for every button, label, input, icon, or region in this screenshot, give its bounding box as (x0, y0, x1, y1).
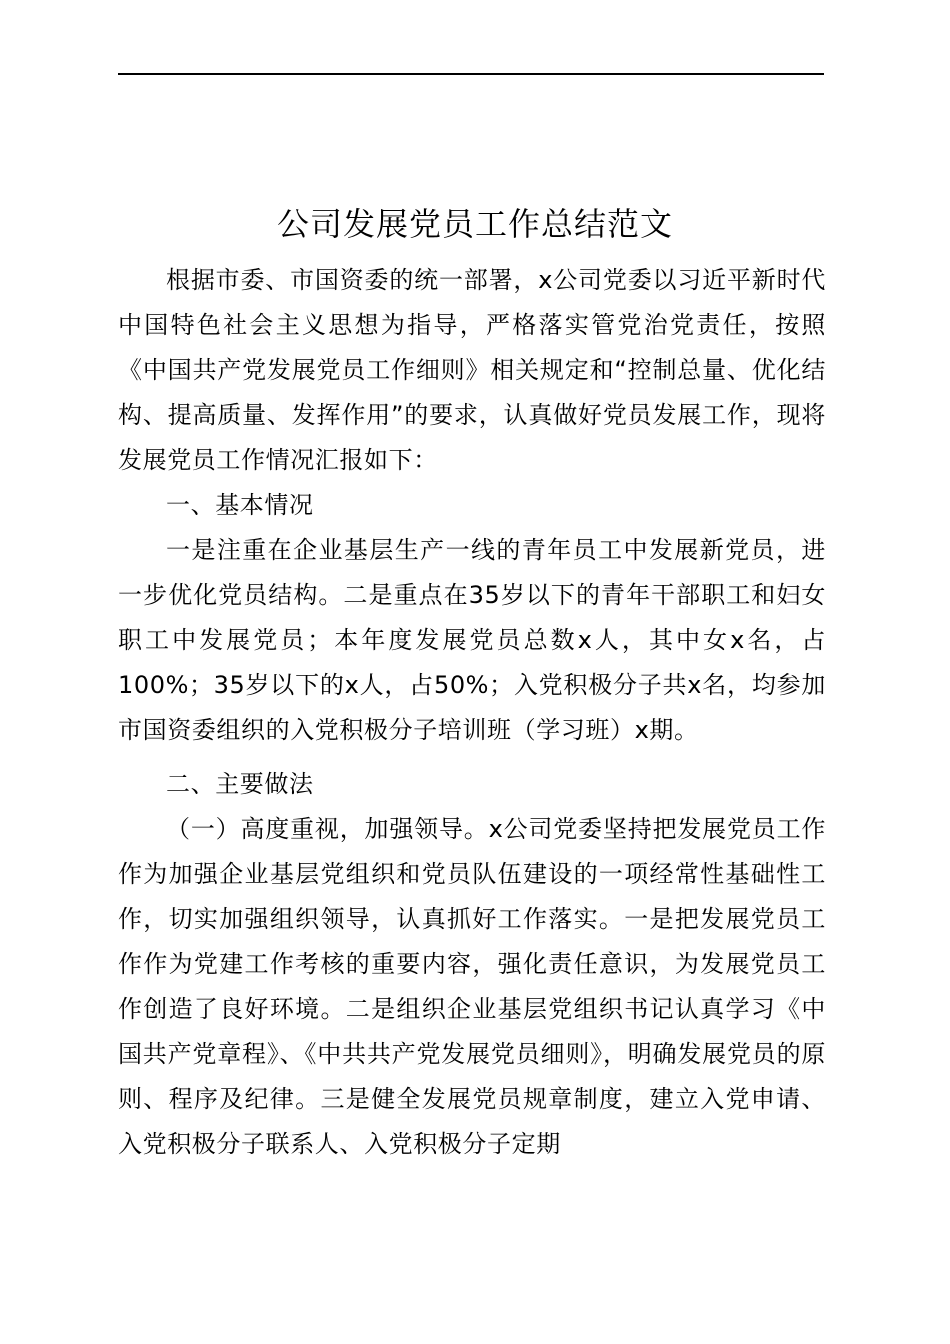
page-title: 公司发展党员工作总结范文 (276, 205, 673, 243)
section-paragraph-basic-situation: 一是注重在企业基层生产一线的青年员工中发展新党员，进一步优化党员结构。二是重点在35岁以下的青年干部职工和妇女职工中发展党员；本年度发展党员总数x人，其中女x名，占100%；35岁以下的x人，占50%；入党积极分子共x名，均参加市国资委组织的入党积极分子培训班（学习班）x期。 (118, 536, 826, 744)
document-body (118, 258, 826, 1167)
intro-paragraph: 根据市委、市国资委的统一部署，x公司党委以习近平新时代中国特色社会主义思想为指导，严格落实管党治党责任，按照《中国共产党发展党员工作细则》相关规定和“控制总量、优化结构、提高质量、发挥作用”的要求，认真做好党员发展工作，现将发展党员工作情况汇报如下： (118, 266, 826, 474)
section-paragraph-main-practices: （一）高度重视，加强领导。x公司党委坚持把发展党员工作作为加强企业基层党组织和党员队伍建设的一项经常性基础性工作，切实加强组织领导，认真抓好工作落实。一是把发展党员工作作为党建工作考核的重要内容，强化责任意识，为发展党员工作创造了良好环境。二是组织企业基层党组织书记认真学习《中国共产党章程》、《中共共产党发展党员细则》，明确发展党员的原则、程序及纪律。三是健全发展党员规章制度，建立入党申请、入党积极分子联系人、入党积极分子定期 (118, 815, 826, 1158)
section-heading-main-practices: 二、主要做法 (166, 770, 314, 798)
section-heading-basic-situation: 一、基本情况 (166, 491, 314, 519)
header-rule (118, 73, 824, 75)
